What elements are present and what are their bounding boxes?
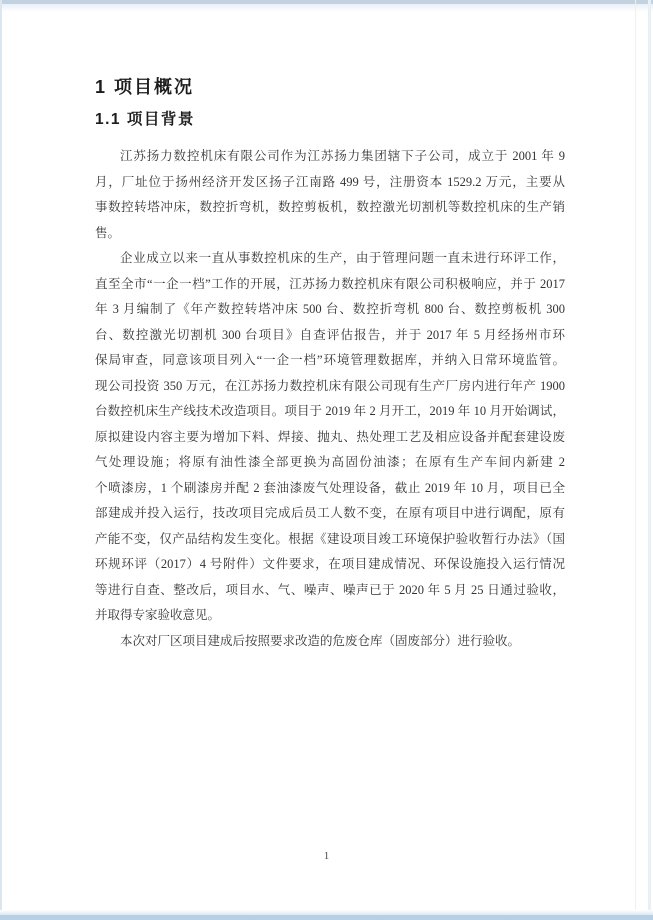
scan-top-edge-fade: [0, 4, 653, 12]
body-line: 企业成立以来一直从事数控机床的生产，由于管理问题一直未进行环评工作，: [120, 251, 565, 265]
body-line: 直至全市“一企一档”工作的开展，江苏扬力数控机床有限公司积极响应，并于 2017: [95, 276, 565, 291]
body-line: 部建成并投入运行，技改项目完成后员工人数不变，在原有项目中进行调配，原有: [95, 506, 565, 520]
body-line: 江苏扬力数控机床有限公司作为江苏扬力集团辖下子公司，成立于 2001 年 9: [120, 149, 565, 163]
document-body: [95, 144, 565, 654]
subsection-heading: 1.1 项目背景: [95, 111, 195, 128]
body-line: 年 3 月编制了《年产数控转塔冲床 500 台、数控折弯机 800 台、数控剪板机 300: [95, 302, 565, 316]
body-line: 本次对厂区项目建成后按照要求改造的危废仓库（固废部分）进行验收。: [120, 633, 521, 648]
body-line: 原拟建设内容主要为增加下料、焊接、抛丸、热处理工艺及相应设备并配套建设废: [95, 429, 565, 444]
page-number: 1: [323, 850, 330, 862]
body-line: 保局审查，同意该项目列入“一企一档”环境管理数据库，并纳入日常环境监管。: [95, 353, 565, 367]
scan-bottom-edge: [0, 915, 653, 920]
body-line: 并取得专家验收意见。: [95, 608, 221, 622]
section-heading: 1 项目概况: [95, 77, 195, 97]
body-line: 台、数控激光切割机 300 台项目》自查评估报告，并于 2017 年 5 月经扬州市环: [95, 327, 565, 342]
scan-right-edge-faint: [635, 0, 636, 920]
body-line: 月，厂址位于扬州经济开发区扬子江南路 499 号，注册资本 1529.2 万元，主要从: [95, 174, 565, 189]
body-line: 事数控转塔冲床，数控折弯机，数控剪板机，数控激光切割机等数控机床的生产销: [95, 200, 565, 214]
body-line: 气处理设施；将原有油性漆全部更换为高固份油漆；在原有生产车间内新建 2: [95, 455, 565, 469]
body-line: 环规环评（2017）4 号附件）文件要求，在项目建成情况、环保设施投入运行情况: [95, 557, 565, 571]
scan-right-edge: [648, 0, 651, 920]
scan-left-edge: [0, 0, 2, 920]
document-content: [95, 76, 565, 654]
body-line: 售。: [95, 225, 121, 240]
body-line: 产能不变，仅产品结构发生变化。根据《建设项目竣工环境保护验收暂行办法》（国: [95, 531, 565, 546]
body-line: 现公司投资 350 万元，在江苏扬力数控机床有限公司现有生产厂房内进行年产 1900: [95, 378, 565, 393]
body-line: 台数控机床生产线技术改造项目。项目于 2019 年 2 月开工，2019 年 10 月开始调试，: [95, 404, 565, 418]
body-line: 个喷漆房，1 个刷漆房并配 2 套油漆废气处理设备，截止 2019 年 10 月，项目已全: [95, 480, 565, 495]
body-line: 等进行自查、整改后，项目水、气、噪声、噪声已于 2020 年 5 月 25 日通过验收，: [95, 582, 565, 597]
